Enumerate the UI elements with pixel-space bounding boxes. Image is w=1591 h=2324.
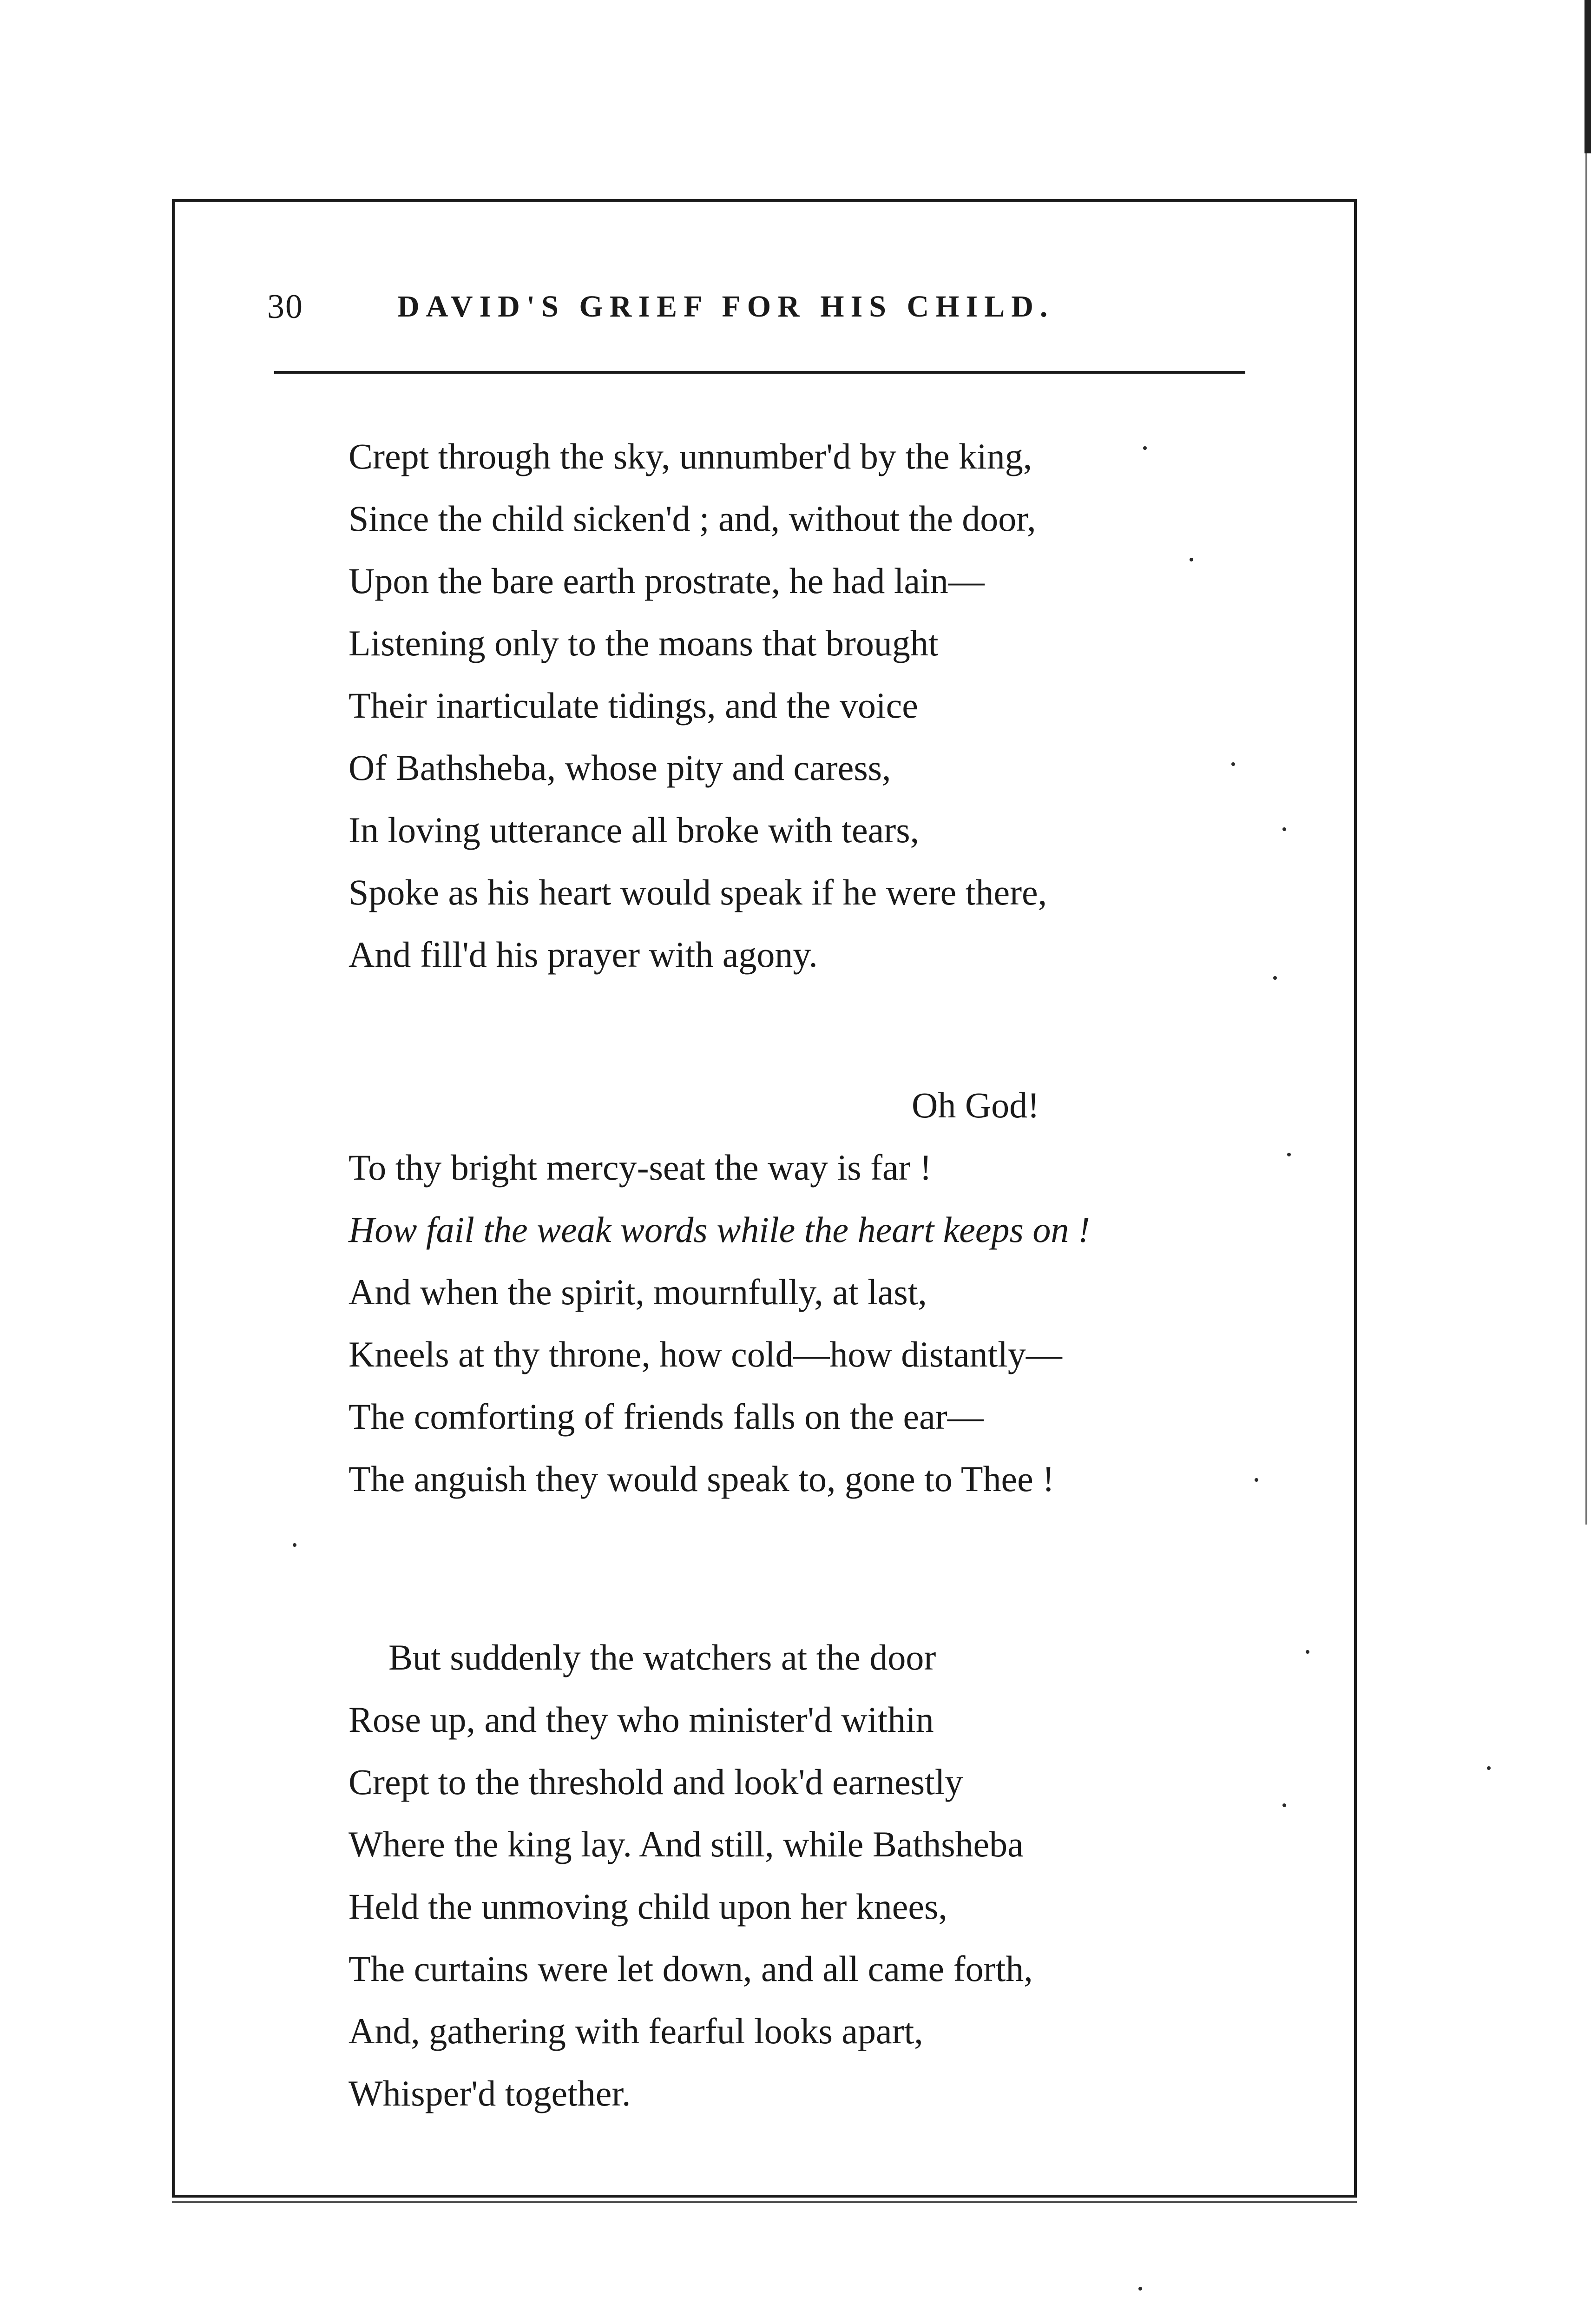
page-number: 30 <box>267 288 303 326</box>
running-head <box>267 281 1252 332</box>
poem-line: The comforting of friends falls on the ear— <box>348 1396 984 1437</box>
stanza-gap <box>348 986 1255 1074</box>
poem-line: Kneels at thy throne, how cold—how distantly— <box>348 1334 1062 1374</box>
poem-line: But suddenly the watchers at the door <box>388 1637 936 1677</box>
poem-line: Where the king lay. And still, while Bathsheba <box>348 1824 1024 1864</box>
scan-speck <box>1273 976 1277 980</box>
header-rule <box>274 371 1245 374</box>
scan-speck <box>1143 446 1147 450</box>
poem-line: In loving utterance all broke with tears, <box>348 810 920 850</box>
poem-line: Listening only to the moans that brought <box>348 623 939 663</box>
poem-line: Rose up, and they who minister'd within <box>348 1699 934 1740</box>
poem-line-exclamation: Oh God! <box>912 1085 1040 1125</box>
poem-line-italic: How fail the weak words while the heart keeps on ! <box>348 1209 1090 1250</box>
scan-speck <box>1138 2287 1142 2291</box>
stanza-gap <box>348 1510 1255 1626</box>
scan-speck <box>1282 827 1286 831</box>
poem-line: And, gathering with fearful looks apart, <box>348 2011 923 2051</box>
poem-line: Crept to the threshold and look'd earnestly <box>348 1762 963 1802</box>
stanza-1 <box>348 425 1255 986</box>
scan-speck <box>293 1543 296 1547</box>
scan-edge-line <box>1585 153 1587 1525</box>
poem-line: To thy bright mercy-seat the way is far ! <box>348 1147 932 1188</box>
scan-speck <box>1255 1478 1258 1482</box>
scan-speck <box>1190 558 1193 561</box>
poem-line: Since the child sicken'd ; and, without the door, <box>348 498 1036 539</box>
stanza-3 <box>348 1626 1255 2125</box>
poem-line: Held the unmoving child upon her knees, <box>348 1886 947 1927</box>
stanza-2 <box>348 1074 1255 1510</box>
poem-line: The curtains were let down, and all came forth, <box>348 1948 1033 1989</box>
poem-line: Upon the bare earth prostrate, he had lain— <box>348 561 985 601</box>
scan-speck <box>1231 762 1235 766</box>
scan-speck <box>1306 1650 1309 1654</box>
scan-speck <box>1287 1153 1291 1156</box>
scan-edge-mark <box>1584 0 1591 153</box>
poem-line: Crept through the sky, unnumber'd by the king, <box>348 436 1032 476</box>
poem-line: The anguish they would speak to, gone to Thee ! <box>348 1459 1055 1499</box>
scan-speck <box>1282 1803 1286 1807</box>
poem-line: Whisper'd together. <box>348 2073 631 2113</box>
poem-line: And fill'd his prayer with agony. <box>348 934 818 975</box>
poem-line: Of Bathsheba, whose pity and caress, <box>348 747 891 788</box>
poem-line: Their inarticulate tidings, and the voice <box>348 685 918 726</box>
page-title: DAVID'S GRIEF FOR HIS CHILD. <box>397 290 1054 324</box>
scan-speck <box>1487 1766 1491 1770</box>
poem-line: And when the spirit, mournfully, at last, <box>348 1272 927 1312</box>
poem-line: Spoke as his heart would speak if he were there, <box>348 872 1047 912</box>
poem-body <box>348 425 1255 2125</box>
